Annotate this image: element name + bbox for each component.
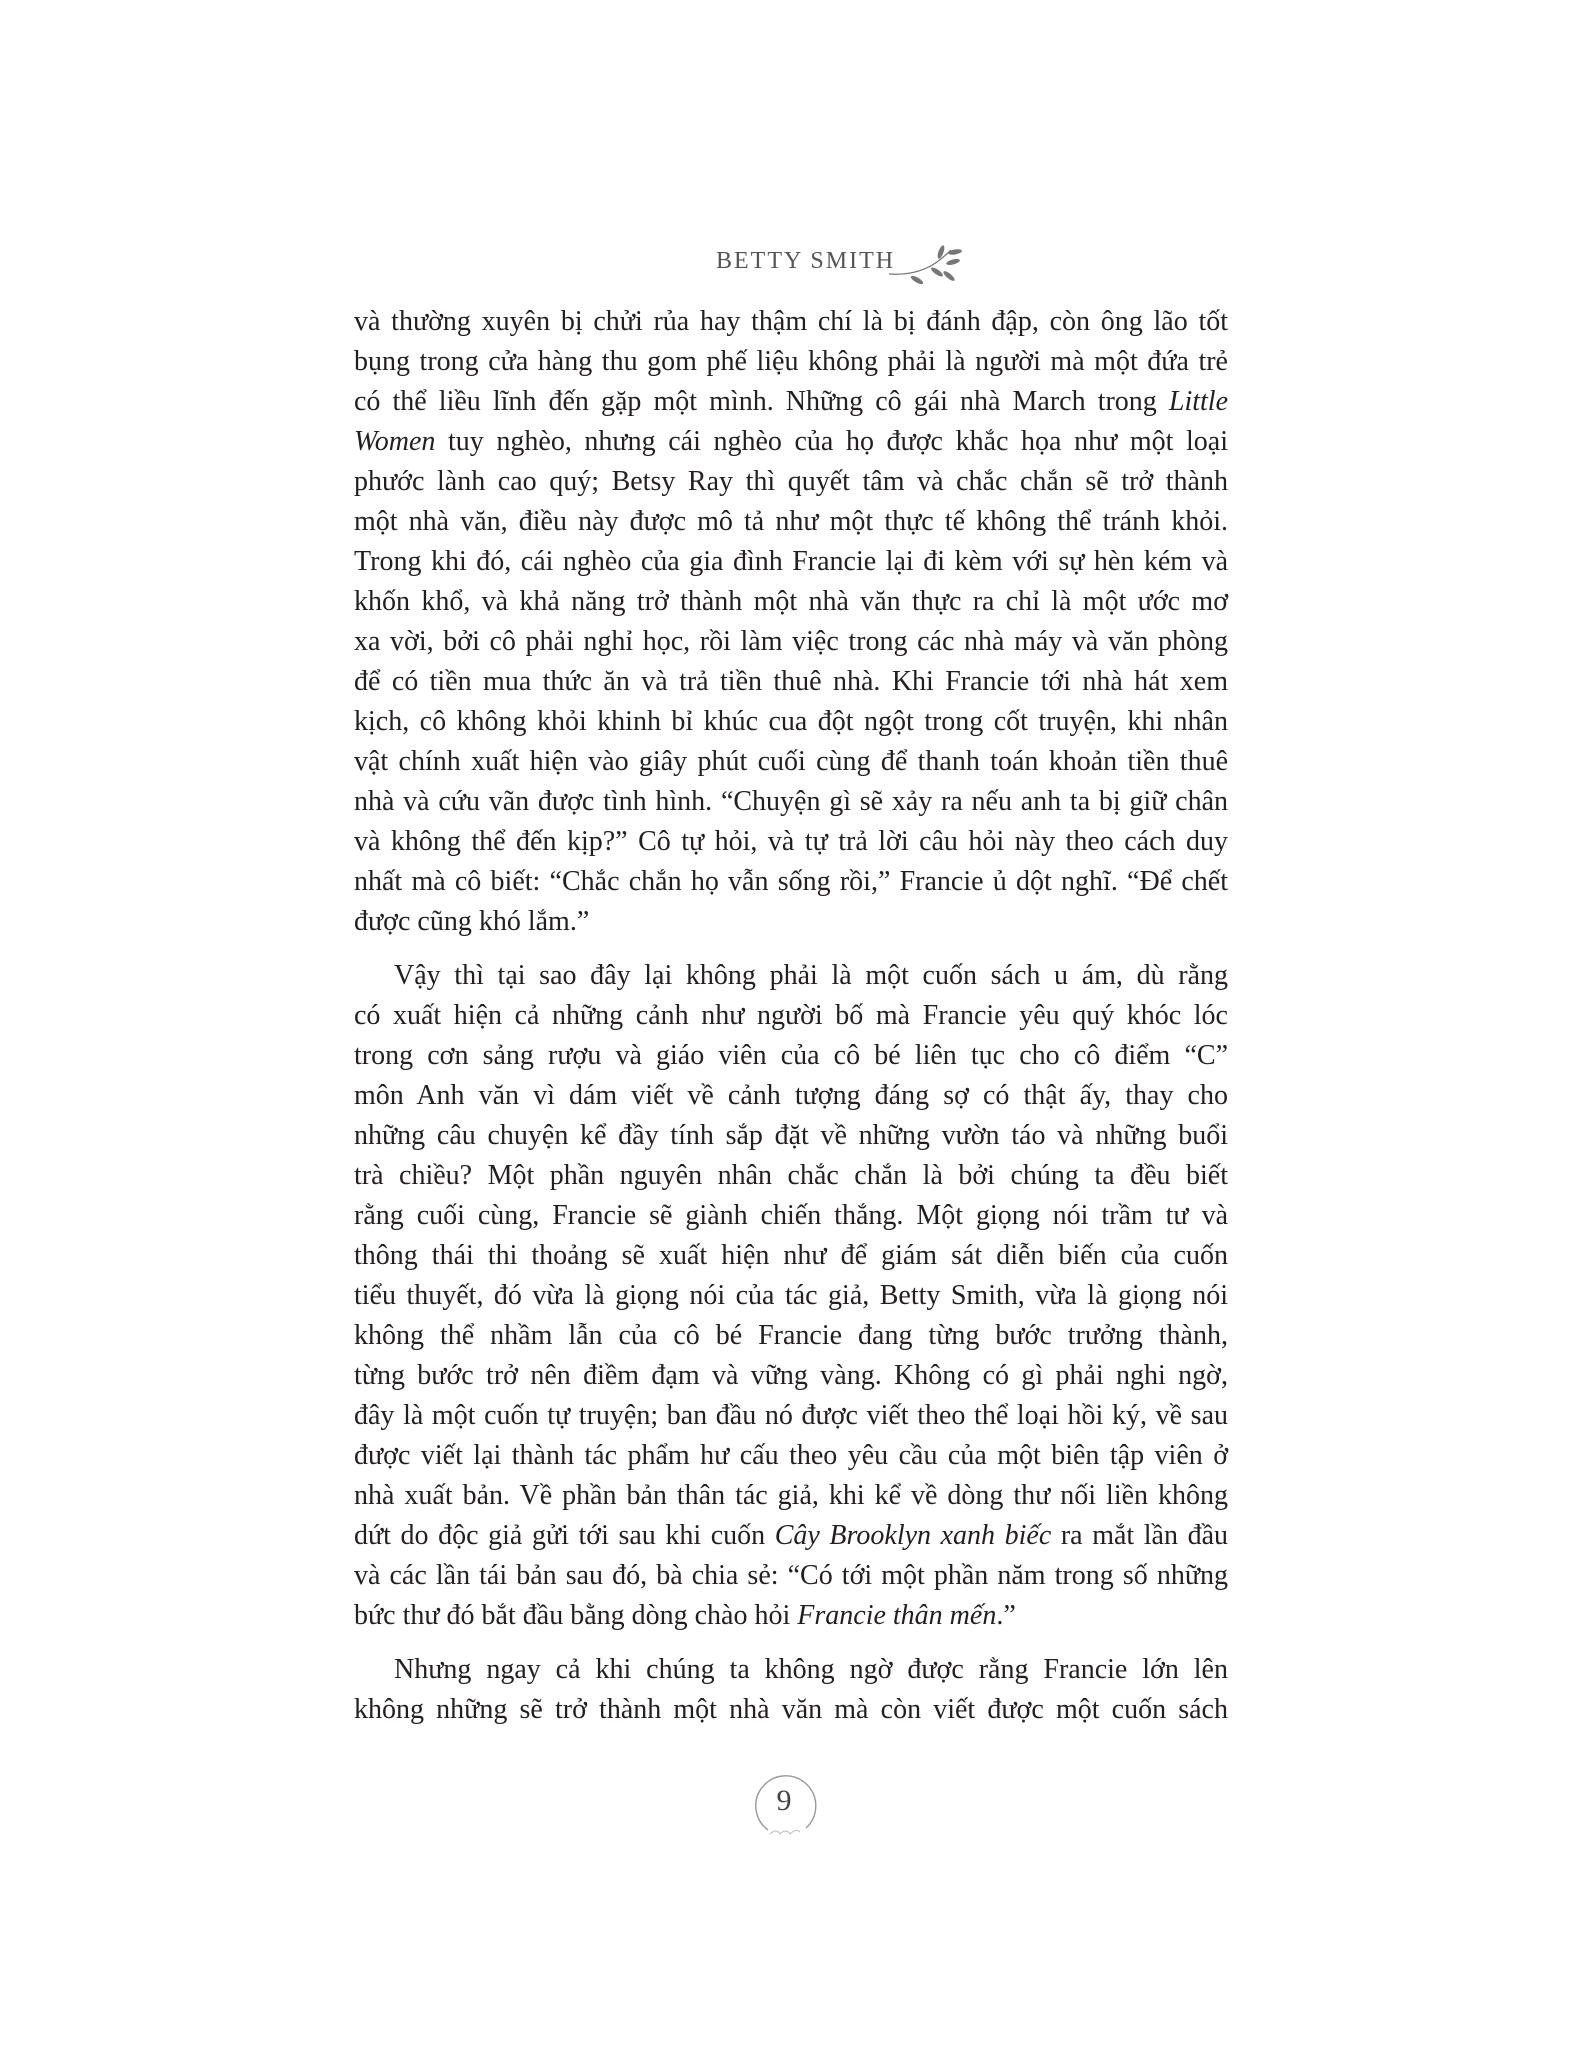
italic-title: Little	[1168, 386, 1228, 417]
text-line	[354, 582, 1228, 622]
text-segment: đây là một cuốn tự truyện; ban đầu nó được viết theo thể loại hồi ký, về sau	[354, 1400, 1228, 1431]
paragraph	[354, 956, 1228, 1636]
text-segment: tiểu thuyết, đó vừa là giọng nói của tác giả, Betty Smith, vừa là giọng nói	[354, 1280, 1228, 1311]
text-line	[354, 742, 1228, 782]
text-segment: và không thể đến kịp?” Cô tự hỏi, và tự trả lời câu hỏi này theo cách duy	[354, 826, 1228, 857]
text-segment: được cũng khó lắm.”	[354, 906, 590, 937]
text-segment: Nhưng ngay cả khi chúng ta không ngờ được rằng Francie lớn lên	[394, 1654, 1228, 1685]
paragraph	[354, 302, 1228, 942]
text-segment: bụng trong cửa hàng thu gom phế liệu không phải là người mà một đứa trẻ	[354, 346, 1228, 377]
text-line	[354, 1556, 1228, 1596]
text-line	[354, 822, 1228, 862]
page-number: 9	[776, 1784, 792, 1817]
italic-title: Francie thân mến	[797, 1600, 997, 1631]
text-segment: không những sẽ trở thành một nhà văn mà còn viết được một cuốn sách	[354, 1694, 1228, 1725]
text-line	[354, 1036, 1228, 1076]
text-line	[354, 862, 1228, 902]
text-segment: trà chiều? Một phần nguyên nhân chắc chắn là bởi chúng ta đều biết	[354, 1160, 1228, 1191]
text-segment: trong cơn sảng rượu và giáo viên của cô bé liên tục cho cô điểm “C”	[354, 1040, 1228, 1071]
text-line	[354, 996, 1228, 1036]
text-segment: không thể nhầm lẫn của cô bé Francie đang từng bước trưởng thành,	[354, 1320, 1228, 1351]
text-segment: nhất mà cô biết: “Chắc chắn họ vẫn sống rồi,” Francie ủ dột nghĩ. “Để chết	[354, 866, 1228, 897]
text-segment: và các lần tái bản sau đó, bà chia sẻ: “Có tới một phần năm trong số những	[354, 1560, 1228, 1591]
text-segment: phước lành cao quý; Betsy Ray thì quyết tâm và chắc chắn sẽ trở thành	[354, 466, 1228, 497]
text-line	[354, 1436, 1228, 1476]
text-line	[354, 1476, 1228, 1516]
body-text	[354, 302, 1228, 1744]
text-line	[354, 462, 1228, 502]
text-line	[354, 1236, 1228, 1276]
text-segment: những câu chuyện kể đầy tính sắp đặt về những vườn táo và những buổi	[354, 1120, 1228, 1151]
text-segment: từng bước trở nên điềm đạm và vững vàng. Không có gì phải nghi ngờ,	[354, 1360, 1228, 1391]
header-author: BETTY SMITH	[716, 247, 896, 274]
text-line	[354, 1596, 1228, 1636]
leaf-sprig-icon	[887, 242, 963, 288]
text-line	[354, 1516, 1228, 1556]
text-segment: tuy nghèo, nhưng cái nghèo của họ được khắc họa như một loại	[435, 426, 1228, 457]
text-line	[354, 1396, 1228, 1436]
text-segment: để có tiền mua thức ăn và trả tiền thuê nhà. Khi Francie tới nhà hát xem	[354, 666, 1228, 697]
text-line	[354, 782, 1228, 822]
text-line	[354, 702, 1228, 742]
text-segment: ra mắt lần đầu	[1051, 1520, 1228, 1551]
text-segment: một nhà văn, điều này được mô tả như một thực tế không thể tránh khỏi.	[354, 506, 1228, 537]
text-segment: Trong khi đó, cái nghèo của gia đình Francie lại đi kèm với sự hèn kém và	[354, 546, 1228, 577]
text-segment: xa vời, bởi cô phải nghỉ học, rồi làm việc trong các nhà máy và văn phòng	[354, 626, 1228, 657]
text-line	[354, 1356, 1228, 1396]
italic-title: Women	[354, 426, 436, 457]
page-number-badge	[752, 1770, 820, 1838]
text-segment: có thể liều lĩnh đến gặp một mình. Những cô gái nhà March trong	[354, 386, 1169, 417]
text-line	[354, 502, 1228, 542]
text-line	[354, 1116, 1228, 1156]
text-segment: kịch, cô không khỏi khinh bỉ khúc cua đột ngột trong cốt truyện, khi nhân	[354, 706, 1228, 737]
text-line	[354, 302, 1228, 342]
paragraph	[354, 1650, 1228, 1730]
text-line	[354, 902, 1228, 942]
text-line	[354, 1076, 1228, 1116]
text-segment: và thường xuyên bị chửi rủa hay thậm chí là bị đánh đập, còn ông lão tốt	[354, 306, 1228, 337]
text-line	[354, 956, 1228, 996]
text-line	[354, 1650, 1228, 1690]
text-segment: .”	[996, 1600, 1016, 1631]
text-segment: nhà và cứu vãn được tình hình. “Chuyện gì sẽ xảy ra nếu anh ta bị giữ chân	[354, 786, 1228, 817]
text-line	[354, 1276, 1228, 1316]
text-line	[354, 1196, 1228, 1236]
text-segment: được viết lại thành tác phẩm hư cấu theo yêu cầu của một biên tập viên ở	[354, 1440, 1228, 1471]
text-segment: vật chính xuất hiện vào giây phút cuối cùng để thanh toán khoản tiền thuê	[354, 746, 1228, 777]
running-header	[716, 234, 963, 288]
text-line	[354, 382, 1228, 422]
italic-title: Cây Brooklyn xanh biếc	[774, 1520, 1052, 1551]
text-segment: môn Anh văn vì dám viết về cảnh tượng đáng sợ có thật ấy, thay cho	[354, 1080, 1228, 1111]
text-segment: thông thái thi thoảng sẽ xuất hiện như để giám sát diễn biến của cuốn	[354, 1240, 1228, 1271]
text-segment: nhà xuất bản. Về phần bản thân tác giả, khi kể về dòng thư nối liền không	[354, 1480, 1228, 1511]
text-segment: có xuất hiện cả những cảnh như người bố mà Francie yêu quý khóc lóc	[354, 1000, 1228, 1031]
text-segment: bức thư đó bắt đầu bằng dòng chào hỏi	[354, 1600, 798, 1631]
text-line	[354, 1316, 1228, 1356]
text-line	[354, 422, 1228, 462]
text-segment: Vậy thì tại sao đây lại không phải là một cuốn sách u ám, dù rằng	[394, 960, 1228, 991]
text-line	[354, 622, 1228, 662]
text-segment: rằng cuối cùng, Francie sẽ giành chiến thắng. Một giọng nói trầm tư và	[354, 1200, 1228, 1231]
text-line	[354, 542, 1228, 582]
text-segment: khốn khổ, và khả năng trở thành một nhà văn thực ra chỉ là một ước mơ	[354, 586, 1228, 617]
text-line	[354, 662, 1228, 702]
text-segment: dứt do độc giả gửi tới sau khi cuốn	[354, 1520, 775, 1551]
text-line	[354, 342, 1228, 382]
text-line	[354, 1690, 1228, 1730]
text-line	[354, 1156, 1228, 1196]
